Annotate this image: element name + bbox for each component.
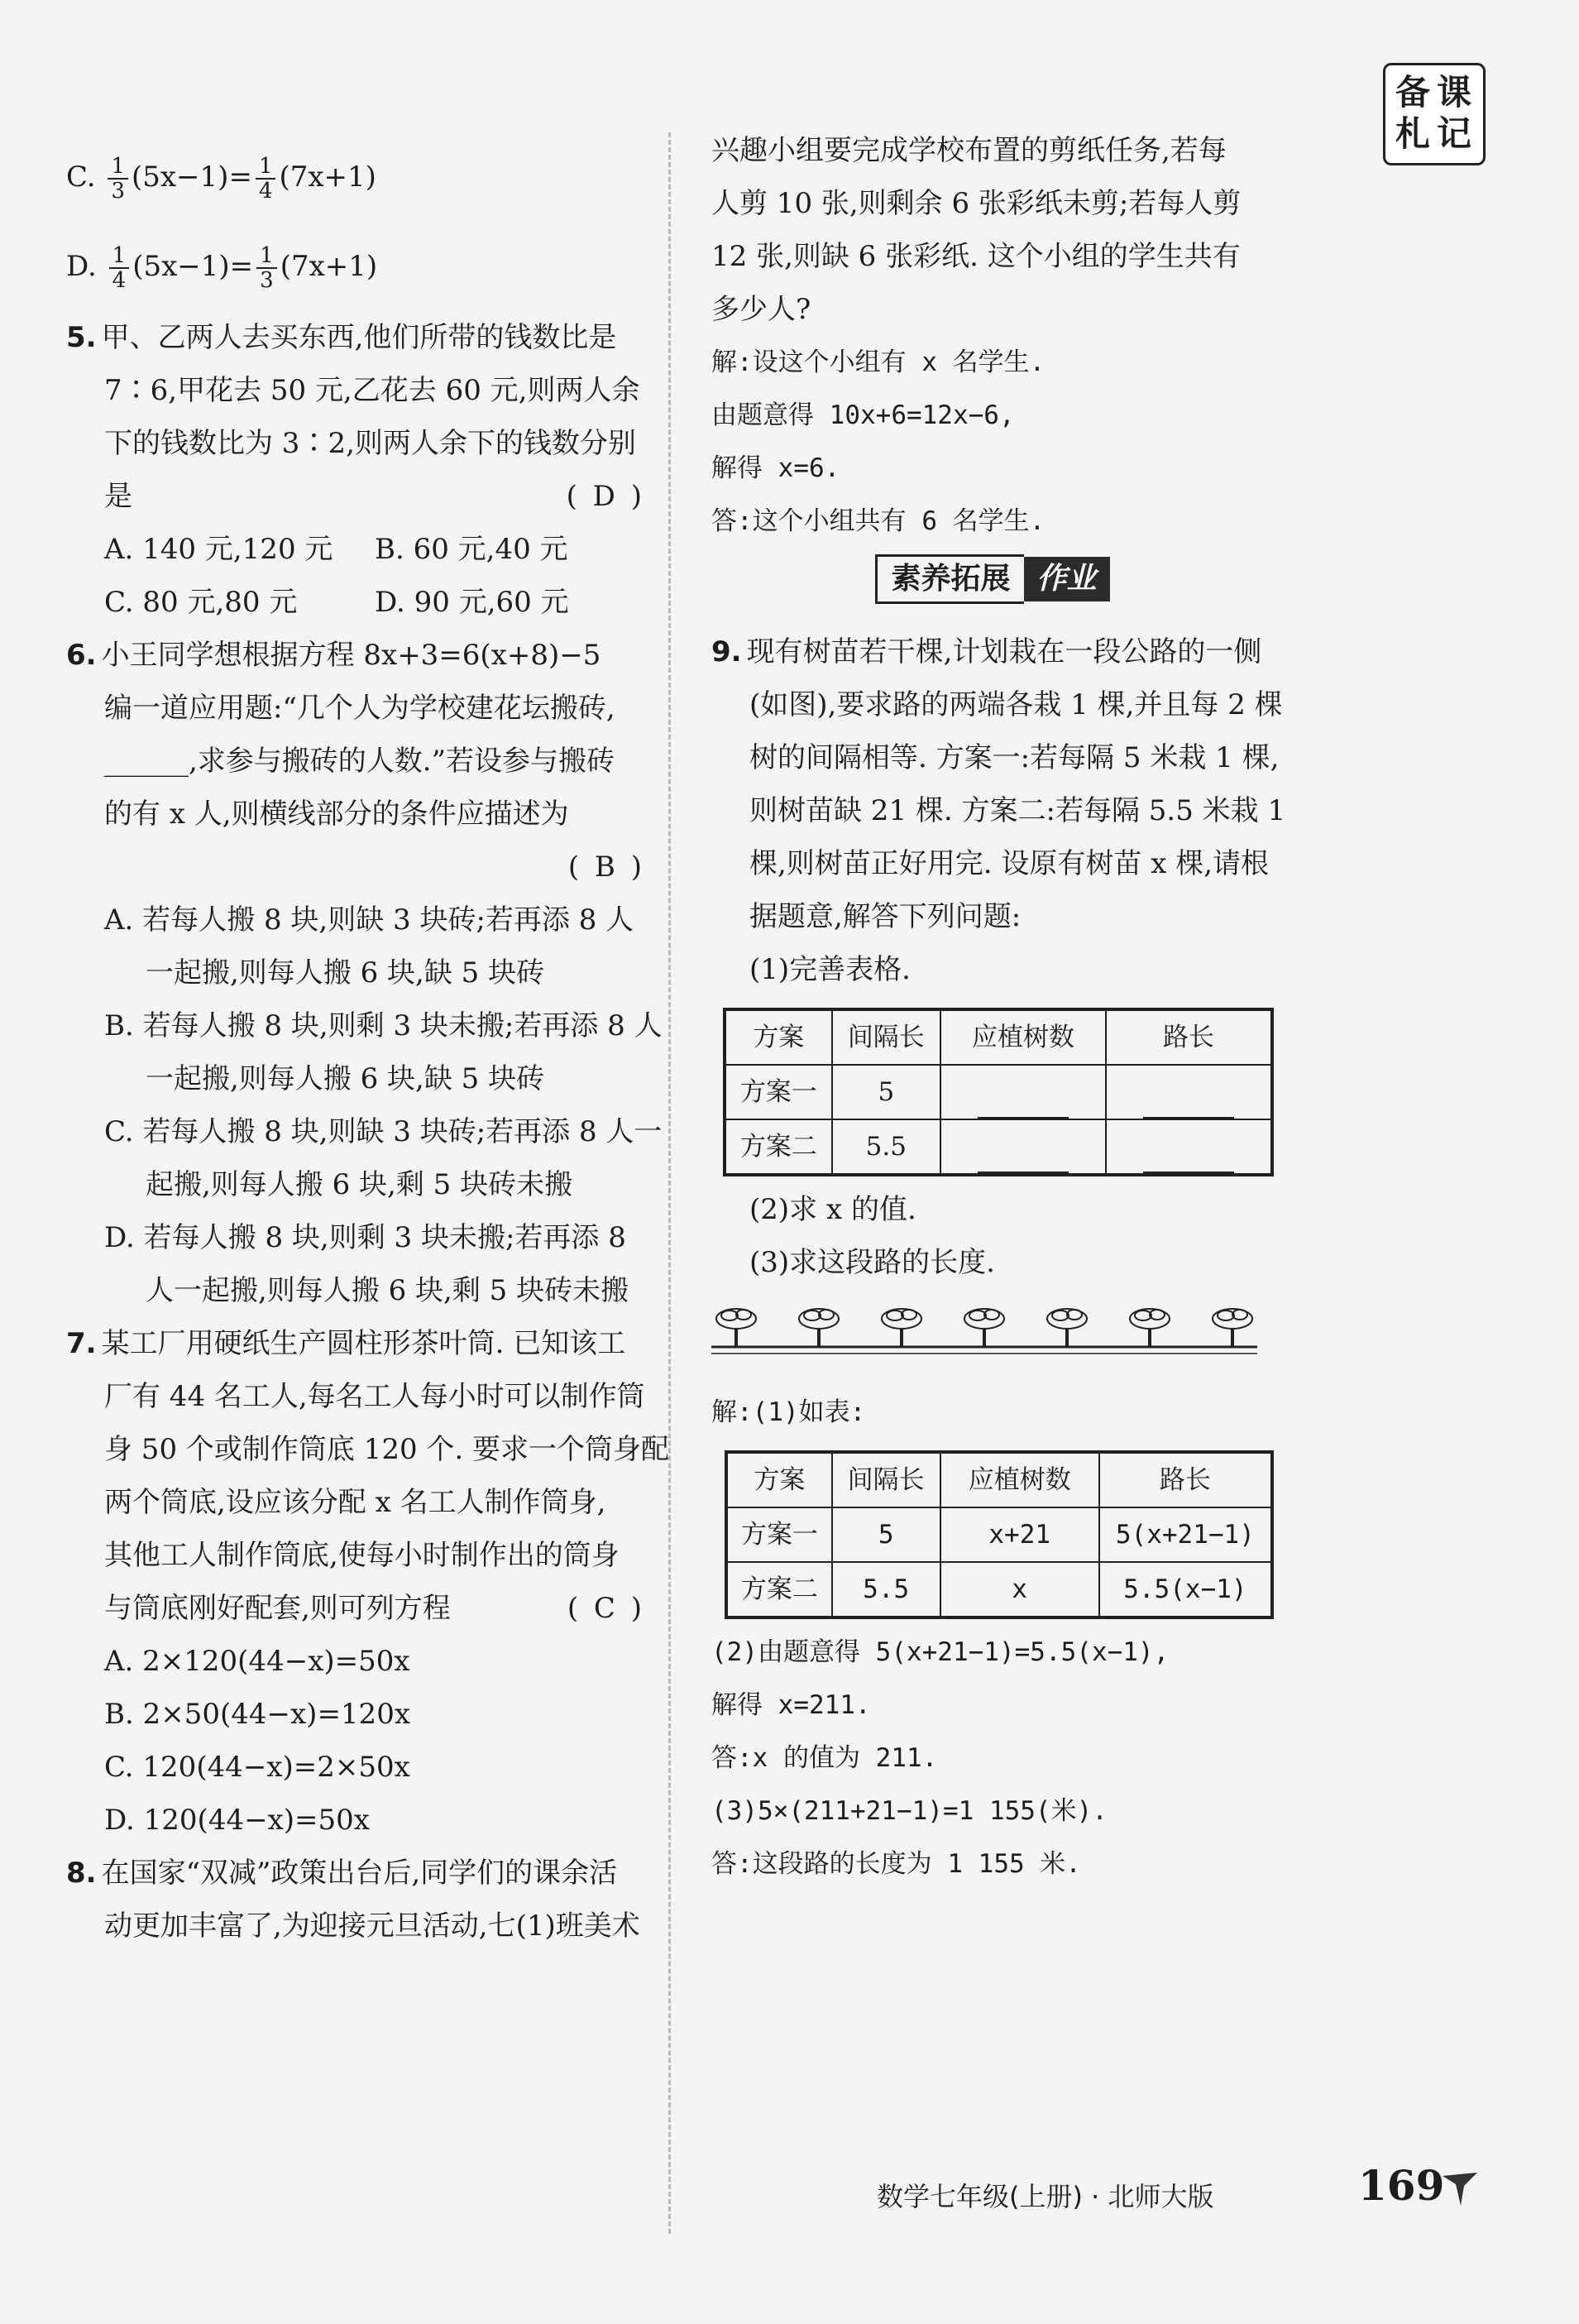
star-icon	[1439, 2168, 1481, 2209]
question-8-solution: 解:设这个小组有 x 名学生. 由题意得 10x+6=12x−6, 解得 x=6. 答:这个小组共有 6 名学生.	[711, 347, 1045, 536]
table-header-row: 方案 间隔长 应植树数 路长	[725, 1009, 1272, 1065]
question-number: 8.	[66, 1857, 97, 1890]
question-8: 8. 在国家“双减”政策出台后,同学们的课余活 动更加丰富了,为迎接元旦活动,七(1)班美术	[66, 1857, 640, 1943]
answer-blank	[1143, 1147, 1234, 1173]
fraction: $\frac{1}{3}$	[256, 244, 277, 292]
table-row: 方案一 5 x+21 5(x+21−1)	[726, 1507, 1272, 1562]
q4-option-c: C. $\frac{1}{3}$ (5x−1)= $\frac{1}{4}$ (7x+1)	[66, 154, 376, 204]
fraction: $\frac{1}{4}$	[256, 155, 276, 203]
answer-blank	[1143, 1092, 1234, 1119]
column-divider	[668, 132, 671, 2234]
question-7: 7. 某工厂用硬纸生产圆柱形茶叶筒. 已知该工 厂有 44 名工人,每名工人每小时可以制作筒 身 50 个或制作筒底 120 个. 要求一个筒身配 两个筒底,设应该分配 x 名工人制作筒身, 其他工人制作筒底,使每小时制作出的筒身 与筒底刚好配套,则可列方程 ( C ) A. 2×120(44−x)=50x B. 2×50(44−x)=120x C. 120(44−x)=2×50x D. 120(44−x)=50x	[66, 1327, 670, 1837]
section-header	[711, 553, 1274, 619]
answer-blank	[978, 1147, 1069, 1173]
right-column	[711, 124, 1286, 1890]
badge-char: 备	[1395, 72, 1431, 113]
fraction: $\frac{1}{4}$	[109, 244, 130, 292]
table-row: 方案二 5.5	[725, 1119, 1272, 1175]
table-row: 方案二 5.5 x 5.5(x−1)	[726, 1562, 1272, 1617]
left-column	[66, 132, 670, 1953]
section-title: 素养拓展	[875, 554, 1023, 604]
answer-mark: ( C )	[567, 1592, 645, 1625]
question-number: 5.	[66, 321, 97, 354]
answer-mark: ( D )	[566, 480, 645, 513]
question-number: 9.	[711, 635, 742, 668]
question-5: 5. 甲、乙两人去买东西,他们所带的钱数比是 7∶6,甲花去 50 元,乙花去 60 元,则两人余 下的钱数比为 3∶2,则两人余下的钱数分别 是 ( D ) A. 140 元,120 元 B. 60 元,40 元 C. 80 元,80 元 D. 90 元,60 元	[66, 321, 645, 619]
q4-option-d: D. $\frac{1}{4}$ (5x−1)= $\frac{1}{3}$ (7x+1)	[66, 243, 378, 293]
solution-table	[725, 1450, 1274, 1619]
fraction: $\frac{1}{3}$	[108, 155, 128, 203]
page-number: 169	[1358, 2161, 1445, 2210]
question-8-continued: 兴趣小组要完成学校布置的剪纸任务,若每 人剪 10 张,则剩余 6 张彩纸未剪;若每人剪 12 张,则缺 6 张彩纸. 这个小组的学生共有 多少人?	[711, 134, 1242, 326]
answer-blank	[978, 1092, 1069, 1119]
answer-mark: ( B )	[567, 851, 645, 884]
corner-badge	[1383, 63, 1486, 165]
question-number: 6.	[66, 639, 97, 672]
badge-char: 札	[1395, 113, 1431, 154]
table-to-complete	[723, 1008, 1274, 1176]
badge-char: 课	[1437, 72, 1472, 113]
question-9-solution: 解:(1)如表: 方案 间隔长 应植树数 路长 方案一 5 x+21 5(x+21−1) 方案二 5.5 x 5.5(x−1) (2)由题意得 5(x+21−1)=5.5(x−1), 解得 x=211. 答:x 的值为 211. (3)5×(211+21−1)=1 155(米). 答:这段路的长度为 1 155 米.	[711, 1386, 1274, 1890]
table-row: 方案一 5	[725, 1065, 1272, 1119]
table-header-row: 方案 间隔长 应植树数 路长	[726, 1452, 1272, 1507]
question-number: 7.	[66, 1327, 97, 1360]
footer-book-title: 数学七年级(上册) · 北师大版	[877, 2181, 1214, 2212]
question-9: 9. 现有树苗若干棵,计划栽在一段公路的一侧 (如图),要求路的两端各栽 1 棵,并且每 2 棵 树的间隔相等. 方案一:若每隔 5 米栽 1 棵, 则树苗缺 21 棵. 方案二:若每隔 5.5 米栽 1 棵,则树苗正好用完. 设原有树苗 x 棵,请根 据题意,解答下列问题: (1)完善表格. 方案 间隔长 应植树数 路长 方案一 5 方案二 5.5 (2)求 x 的值. (3)求这段路的长度. 解:(1)如表: 方案 间隔长 应植树数 路长 方案一 5 x+21 5(x+21−1) 方案二 5.5 x 5.5(x−1) (2)由题意得 5(x+21−1)=5.5(x−1), 解得 x=211. 答:x 的值为 211. (3)5×(211+21−1)=1 155(米). 答:这段路的长度为 1 155 米.	[711, 625, 1274, 1890]
question-6: 6. 小王同学想根据方程 8x+3=6(x+8)−5 编一道应用题:“几个人为学校建花坛搬砖, ______,求参与搬砖的人数.”若设参与搬砖 的有 x 人,则横线部分的条件应描述为 ( B ) A. 若每人搬 8 块,则缺 3 块砖;若再添 8 人 一起搬,则每人搬 6 块,缺 5 块砖 B. 若每人搬 8 块,则剩 3 块未搬;若再添 8 人 一起搬,则每人搬 6 块,缺 5 块砖 C. 若每人搬 8 块,则缺 3 块砖;若再添 8 人一 起搬,则每人搬 6 块,剩 5 块砖未搬 D. 若每人搬 8 块,则剩 3 块未搬;若再添 8 人一起搬,则每人搬 6 块,剩 5 块砖未搬	[66, 639, 663, 1307]
section-tag: 作业	[1024, 557, 1110, 601]
badge-char: 记	[1437, 113, 1472, 154]
trees-illustration	[711, 1297, 1257, 1363]
